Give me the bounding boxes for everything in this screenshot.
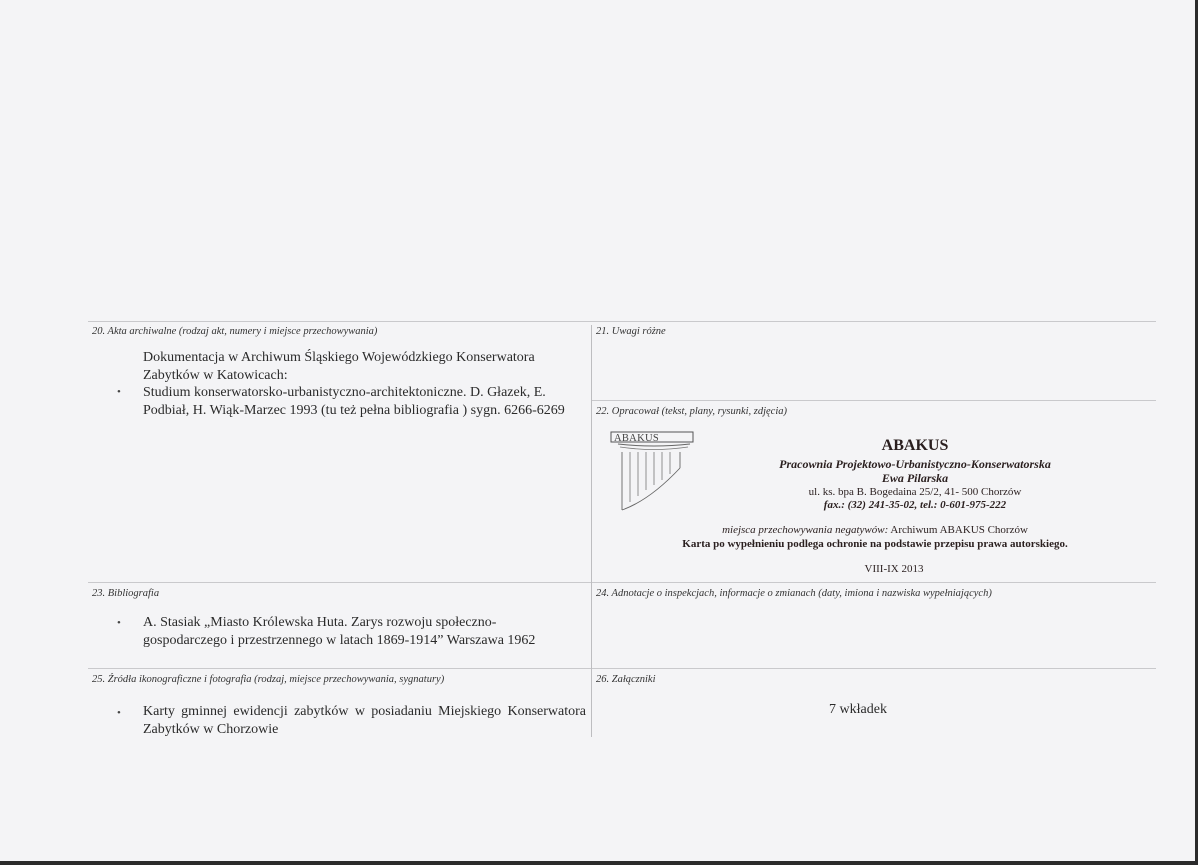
bullet: • [117,617,121,629]
section-20-para2-line2: Podbiał, H. Wiąk-Marzec 1993 (tu też pełna bibliografia ) sygn. 6266-6269 [143,403,565,418]
section-26-label: 26. Załączniki [596,674,656,685]
copyright-note: Karta po wypełnieniu podlega ochronie na podstawie przepisu prawa autorskiego. [682,538,1068,550]
section-23-line1: A. Stasiak „Miasto Królewska Huta. Zarys rozwoju społeczno- [143,615,497,630]
column-divider [591,325,592,737]
page-edge-bottom [0,861,1198,865]
bullet: • [117,707,121,719]
section-24-label: 24. Adnotacje o inspekcjach, informacje o zmianach (daty, imiona i nazwiska wypełniających) [596,588,992,599]
section-22-label: 22. Opracował (tekst, plany, rysunki, zdjęcia) [596,406,788,417]
section-20-para1-line1: Dokumentacja w Archiwum Śląskiego Wojewódzkiego Konserwatora [143,350,535,365]
section-23-label: 23. Bibliografia [92,588,160,599]
preparation-date: VIII-IX 2013 [864,563,924,575]
section-20-para1-line2: Zabytków w Katowicach: [143,368,288,383]
section-25-line2: Zabytków w Chorzowie [143,722,279,737]
rule-row2 [88,582,1156,583]
abakus-logo [610,430,700,515]
negatives-line [594,524,1156,536]
org-name: ABAKUS [881,437,949,454]
abakus-logo-text: ABAKUS [614,433,659,444]
top-rule [88,321,1156,322]
negatives-label: miejsca przechowywania negatywów: [722,524,889,536]
section-20-label: 20. Akta archiwalne (rodzaj akt, numery i miejsce przechowywania) [92,326,378,337]
section-25-label: 25. Źródła ikonograficzne i fotografia (rodzaj, miejsce przechowywania, sygnatury) [92,674,445,685]
org-person: Ewa Pilarska [881,471,949,485]
negatives-value: Archiwum ABAKUS Chorzów [890,524,1028,536]
rule-row3 [88,668,1156,669]
section-25-line1: Karty gminnej ewidencji zabytków w posiadaniu Miejskiego Konserwatora [143,704,586,719]
org-address: ul. ks. bpa B. Bogedaina 25/2, 41- 500 Chorzów [808,486,1022,498]
section-20-para2-line1: Studium konserwatorsko-urbanistyczno-architektoniczne. D. Głazek, E. [143,385,546,400]
bullet: • [117,386,121,398]
attachments-count: 7 wkładek [829,702,887,717]
org-contact: fax.: (32) 241-35-02, tel.: 0-601-975-222 [823,499,1007,511]
section-23-line2: gospodarczego i przestrzennego w latach 1869-1914” Warszawa 1962 [143,633,536,648]
org-subtitle: Pracownia Projektowo-Urbanistyczno-Konserwatorska [779,457,1051,471]
rule-21-22 [592,400,1156,401]
section-21-label: 21. Uwagi różne [596,326,666,337]
